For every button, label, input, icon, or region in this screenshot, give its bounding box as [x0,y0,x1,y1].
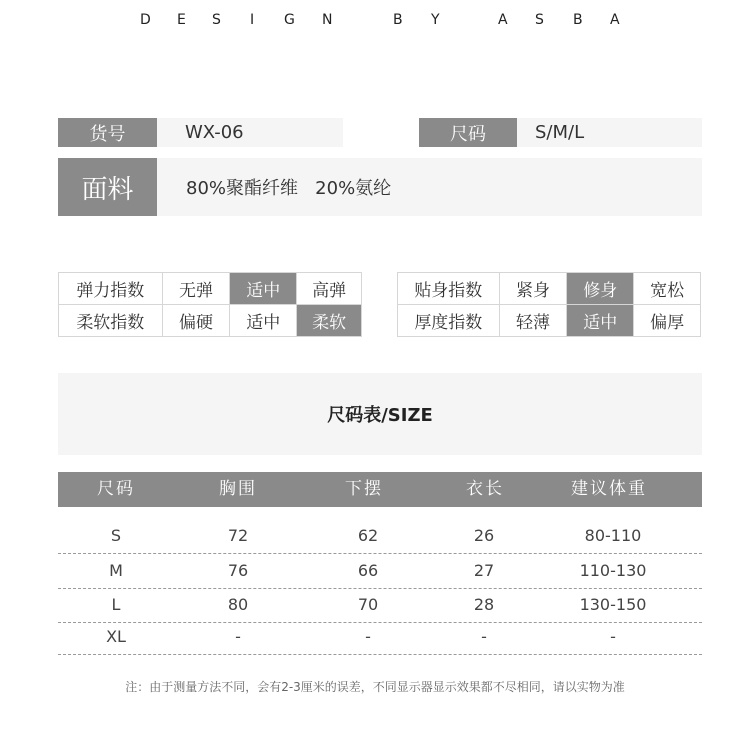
index-row-thickness [398,305,701,337]
index-option: 无弹 [162,273,230,305]
brand-letter: I [250,12,255,28]
size-label: 尺码 [419,118,517,147]
table-cell: - [481,627,487,646]
table-cell: 27 [473,561,495,580]
table-cell: L [111,595,121,614]
brand-letter: S [212,12,221,28]
table-cell: M [109,561,123,580]
index-option-selected: 适中 [567,305,634,337]
index-row-fit [398,273,701,305]
brand-letter: A [498,12,508,28]
table-cell: 80 [227,595,249,614]
table-cell: 28 [473,595,495,614]
table-cell: 72 [227,526,249,545]
fabric-value: 80%聚酯纤维 20%氨纶 [186,178,392,199]
brand-letter: S [535,12,544,28]
size-row [419,118,702,147]
brand-letter: D [140,12,151,28]
brand-letter: A [610,12,620,28]
brand-letter: N [322,12,333,28]
table-cell: S [110,526,122,545]
table-cell: 70 [357,595,379,614]
brand-letter: G [284,12,295,28]
table-cell: 26 [473,526,495,545]
index-table-right [397,272,701,337]
index-row-softness [59,305,362,337]
product-code-value: WX-06 [185,122,244,143]
index-label: 弹力指数 [59,273,163,305]
size-table-header-cell: 衣长 [466,479,504,499]
size-table-header-cell: 胸围 [219,479,257,499]
table-row [58,588,702,623]
table-cell: - [610,627,616,646]
index-option-selected: 柔软 [297,305,362,337]
size-table-header-cell: 尺码 [97,479,135,499]
size-table-header-cell: 下摆 [345,479,383,499]
brand-letter: E [177,12,186,28]
size-table-header [58,472,702,507]
brand-letter: Y [431,12,440,28]
table-row [58,620,702,655]
table-cell: - [365,627,371,646]
index-label: 厚度指数 [398,305,500,337]
table-cell: 66 [357,561,379,580]
table-cell: 110-130 [579,561,647,580]
index-option: 紧身 [499,273,567,305]
table-row [58,554,702,589]
measurement-note: 注：由于测量方法不同，会有2-3厘米的误差，不同显示器显示效果都不尽相同，请以实物为准 [125,680,625,694]
brand-wordmark [0,12,750,34]
fabric-label: 面料 [58,158,157,216]
table-cell: 80-110 [584,526,642,545]
size-value: S/M/L [535,122,585,143]
index-option: 高弹 [297,273,362,305]
index-option: 宽松 [634,273,701,305]
brand-letter: B [573,12,583,28]
table-cell: 62 [357,526,379,545]
table-row [58,519,702,554]
index-option: 轻薄 [499,305,567,337]
table-cell: 130-150 [579,595,647,614]
index-label: 贴身指数 [398,273,500,305]
index-label: 柔软指数 [59,305,163,337]
table-cell: - [235,627,241,646]
size-chart-title: 尺码表/SIZE [58,373,702,455]
index-table-left [58,272,362,337]
size-table-header-cell: 建议体重 [571,479,647,499]
fabric-row [58,158,702,216]
index-option: 偏厚 [634,305,701,337]
index-row-elasticity [59,273,362,305]
index-option: 偏硬 [162,305,230,337]
table-cell: XL [106,627,126,646]
table-cell: 76 [227,561,249,580]
index-option: 适中 [230,305,297,337]
brand-letter: B [393,12,403,28]
index-option-selected: 修身 [567,273,634,305]
index-option-selected: 适中 [230,273,297,305]
product-code-label: 货号 [58,118,157,147]
product-code-row [58,118,343,147]
